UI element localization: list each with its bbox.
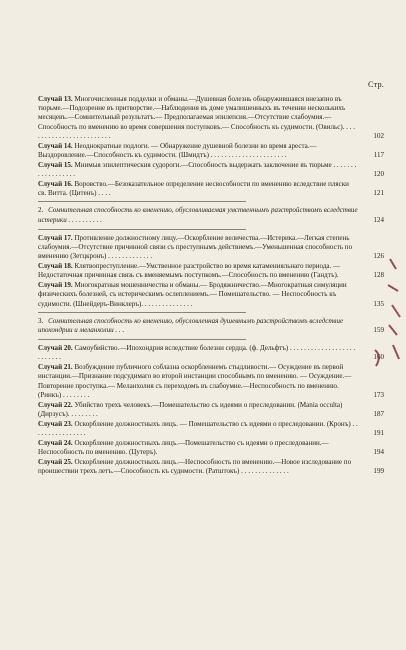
page-column-label: Стр. [368,80,384,89]
section-number: 3. [38,316,44,325]
case-number: Случай 24. [38,438,73,447]
case-number: Случай 25. [38,457,73,466]
page-number: 173 [373,390,384,399]
section-divider [38,339,246,340]
case-description: Многочисленныя подделки и обманы.—Душевная болезнь обнаружившаяся внезапно въ тюрьме.—Подозрение въ притворстве.—Наблюдения въ доме умалишенныхъ въ течении несколькихъ месяцевъ.—Сомнительный результатъ.— Предполагаемая эпилепсия.—Отсутствие слабоумия.—Способность по вменению во время совершения поступковъ.— Способность къ судимости. (Овильс). . . . . . . . . . . . . . . . . . . . . . . . . [38,95,355,140]
page-number: 199 [373,467,384,476]
page-number: 128 [373,271,384,280]
page-number: 120 [373,170,384,178]
case-number: Случай 16. [38,179,73,188]
case-number: Случай 19. [38,281,73,290]
page-number: 160 [373,353,384,362]
toc-entry [38,234,384,262]
toc-entry [38,344,384,362]
case-description: Оскорбление должностныхъ лицъ. — Помешательство съ идеями о преследовании. (Кронъ) . . . . . . . . . . . . . . . . [38,419,358,437]
toc-entry [38,142,384,160]
case-description: Клятвопреступление.—Умственное разстройство во время катаменияльнаго периода. — Недостаточная причинная связь съ вменяемымъ поступкомъ.—Способность по вменению (Гандтъ). [38,262,341,280]
page-number: 117 [373,150,384,159]
toc-entry [38,363,384,400]
page-number: 102 [373,131,384,140]
section-title: Сомнительная способность ко вменению, обусловливаемая умственнымъ разстройствомъ вследствие истерики . . . . . . . . . . [38,206,358,224]
case-number: Случай 21. [38,363,73,372]
case-description: Многократныя мошенничества и обманы.— Бродяжничество.—Многократныя симуляции физическихъ болезней, съ истерическимъ ослеплениемъ.— Помешательство. — Неспособность къ судимости. (Шнейдеръ-Винклеръ). . . . . . . . . . . . . . . [38,281,347,308]
page-number: 124 [373,215,384,224]
toc-entry [38,180,384,198]
case-description: Оскорбление должностныхъ лицъ.—Помешательство съ идеями о преследовании.—Неспособность по вменению. (Цутеръ). [38,438,329,457]
case-number: Случай 23. [38,419,73,428]
toc-entry [38,262,384,280]
case-number: Случай 14. [38,141,73,150]
section-heading [38,317,384,335]
toc-entry [38,401,384,419]
case-description: Оскорбление должностныхъ лицъ.—Неспособность по вменению.—Новое изследование по проишествии трехъ летъ.—Способность къ судимости. (Ратштокъ) . . . . . . . . . . . . . . [38,457,352,476]
page-number: 159 [373,325,384,334]
page-number: 121 [373,189,384,198]
page-number: 191 [373,429,384,437]
section-title: Сомнительная способность ко вменению, обусловленная душевнымъ разстройствомъ вследствие ипохондрии и меланхолии . . . [38,316,344,334]
margin-stamp-mark [372,346,386,370]
section-divider [38,312,246,313]
case-description: Воровство.—Безоказательное определение несвособности по вменению вследствие пляски св. Витта. (Цитенъ) . . . . [38,179,349,198]
page-number: 126 [373,252,384,261]
case-number: Случай 18. [38,262,73,270]
case-description: Неоднократные подлоги. — Обнаружение душевной болезни во время ареста.—Выздоровление.—Способность къ судимости. (Шмидтъ) . . . . . . . . . . . . . . . . . . . . . . [38,141,317,159]
page-number: 187 [373,409,384,418]
section-heading [38,206,384,224]
case-description: Возбуждение публичного соблазна оскорблениемъ стыдливости.— Осуждение въ первой инстанции.—Признание подсудимаго во второй инстанции способнымъ по вменению. — Осуждение.— Повторение проступка.— Меланхолия съ переходомъ въ слабоумие.—Неспособность по вменению. (Ринкъ) . . . . . . . . [38,363,352,399]
section-divider [38,201,246,202]
page-number: 135 [373,299,384,308]
section-divider [38,229,246,230]
case-description: Противление должностному лицу.—Оскорбление величества.—Истерика.—Легкая степень слабоумия.—Отсутствие причинной связи съ преступнымъ действиемъ.—Уменьшенная способность по вменению (Зетцкронъ) . . . . . . . . . . . . . [38,233,353,261]
case-description: Убийство трехъ человекъ.—Помешательство съ идеями о преследовании. (Mania occulta) (Дирзусъ). . . . . . . . . [38,400,343,418]
toc-entry [38,458,384,476]
toc-entry [38,95,384,141]
case-description: Мнимыя эпилептическия судороги.—Способность выдержать заключение въ тюрьме . . . . . . . . . . . . . . . . . . [38,160,357,178]
toc-entry [38,439,384,457]
margin-stamp-mark [384,255,404,365]
case-number: Случай 17. [38,233,73,242]
toc-entry [38,161,384,179]
case-number: Случай 13. [38,95,73,103]
case-number: Случай 20. [38,344,73,353]
toc-entry [38,420,384,438]
page-number: 194 [373,448,384,457]
toc-entry [38,281,384,309]
case-number: Случай 15. [38,160,73,169]
case-description: Самоубийство.—Ипохондрия вследствие болезни сердца. (ф. Дельфтъ) . . . . . . . . . . . . . . . . . . . . . . . . . . [38,344,356,362]
table-of-contents [38,95,384,477]
case-number: Случай 22. [38,400,73,409]
section-number: 2. [38,206,44,215]
